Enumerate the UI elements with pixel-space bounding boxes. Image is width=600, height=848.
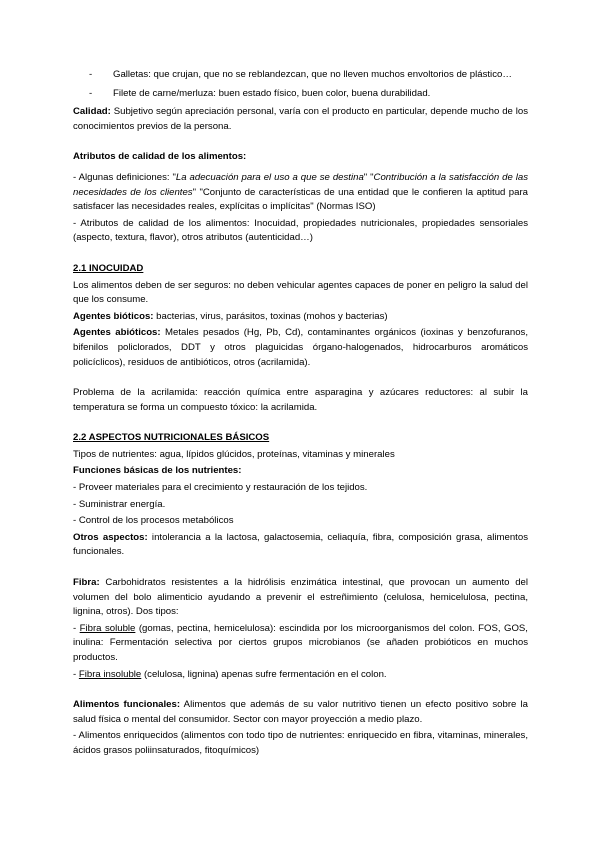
nutricionales-heading: 2.2 ASPECTOS NUTRICIONALES BÁSICOS xyxy=(73,432,270,444)
insoluble-label: Fibra insoluble xyxy=(78,668,142,680)
fibra-soluble xyxy=(73,622,528,666)
inocuidad-heading: 2.1 INOCUIDAD xyxy=(73,262,144,274)
funcionales-label: Alimentos funcionales: xyxy=(73,699,181,711)
funciones-heading: Funciones básicas de los nutrientes: xyxy=(73,465,242,477)
bullet-dash: - xyxy=(89,87,93,99)
enriquecidos-paragraph: - Alimentos enriquecidos (alimentos con todo tipo de nutrientes: enriquecido en fibra, vitaminas, minerales, ácidos grasos poliinsaturados, fitoquímicos) xyxy=(73,730,528,756)
inocuidad-intro: Los alimentos deben de ser seguros: no deben vehicular agentes capaces de poner en peligro la salud del que los consume. xyxy=(73,279,528,306)
def-italic-1: La adecuación para el uso a que se destina xyxy=(175,171,364,183)
acrilamida-paragraph: Problema de la acrilamida: reacción química entre asparagina y azúcares reductores: al subir la temperatura se forma un compuesto tóxico: la acrilamida. xyxy=(73,387,528,413)
bioticos-label: Agentes bióticos: xyxy=(73,310,154,322)
funcion-item: - Proveer materiales para el crecimiento y restauración de los tejidos. xyxy=(73,482,368,494)
bullet-filete xyxy=(89,87,528,102)
funcionales-text: Alimentos que además de su valor nutritivo tienen un efecto positivo sobre la salud física o mental del consumidor. Sector con mayor proyección a medio plazo. xyxy=(73,699,528,725)
def-end: " "Conjunto de características de una entidad que le confieren la aptitud para satisfacer las necesidades reales, explícitas o implícitas" (Normas ISO) xyxy=(73,186,528,213)
soluble-text: (gomas, pectina, hemicelulosa): escindida por los microorganismos del colon. FOS, GOS, inulina: Fermentación selectiva por ciertos grupos microbianos (se añaden probióticos en muchos productos. xyxy=(73,622,528,663)
bullet-dash: - xyxy=(89,69,93,80)
otros-label: Otros aspectos: xyxy=(73,531,148,543)
insoluble-text: (celulosa, lignina) apenas sufre fermentación en el colon. xyxy=(141,668,387,680)
bullet-text: Filete de carne/merluza: buen estado físico, buen color, buena durabilidad. xyxy=(113,87,431,99)
abioticos-text: Metales pesados (Hg, Pb, Cd), contaminantes orgánicos (ioxinas y benzofuranos, bifenilos policlorados, DDT y otros plaguicidas órgano-halogenados, hidrocarburos aromáticos policíclicos), residuos de antibióticos, otros (acrilamida). xyxy=(73,327,528,368)
funcion-item: - Suministrar energía. xyxy=(73,498,166,510)
abioticos-label: Agentes abióticos: xyxy=(73,327,161,339)
fibra-paragraph xyxy=(73,576,528,620)
calidad-text: Subjetivo según apreciación personal, varía con el producto en particular, depende mucho de los conocimientos previos de la persona. xyxy=(73,106,528,132)
bioticos-text: bacterias, virus, parásitos, toxinas (mohos y bacterias) xyxy=(153,310,388,322)
soluble-label: Fibra soluble xyxy=(79,622,136,634)
agentes-abioticos xyxy=(73,326,528,370)
otros-aspectos xyxy=(73,531,528,560)
def-italic-2: Contribución a la satisfacción de las necesidades de los clientes xyxy=(73,171,528,198)
atributos-lista: - Atributos de calidad de los alimentos: Inocuidad, propiedades nutricionales, propiedades sensoriales (aspecto, textura, flavor), otros atributos (autenticidad…) xyxy=(73,217,528,244)
soluble-dash: - xyxy=(73,622,80,634)
document-page xyxy=(73,68,528,761)
insoluble-dash: - xyxy=(73,668,79,680)
fibra-text: Carbohidratos resistentes a la hidrólisis enzimática intestinal, que provocan un aumento del volumen del bolo alimenticio ayudando a prevenir el estreñimiento (celulosa, hemicelulosa, pectina, lignina, otros). Dos tipos: xyxy=(73,577,528,618)
fibra-insoluble xyxy=(73,668,528,683)
calidad-label: Calidad: xyxy=(73,106,111,118)
tipos-nutrientes: Tipos de nutrientes: agua, lípidos glúcidos, proteínas, vitaminas y minerales xyxy=(73,448,395,460)
atributos-definiciones xyxy=(73,171,528,215)
agentes-bioticos xyxy=(73,310,528,325)
def-mid: " " xyxy=(363,171,374,183)
otros-text: intolerancia a la lactosa, galactosemia, celiaquía, fibra, composición grasa, alimentos funcionales. xyxy=(73,531,528,558)
funcionales-paragraph xyxy=(73,698,528,727)
bullet-text: Galletas: que crujan, que no se reblandezcan, que no lleven muchos envoltorios de plástico… xyxy=(113,69,512,80)
fibra-label: Fibra: xyxy=(73,577,100,589)
bullet-galletas xyxy=(89,68,528,83)
atributos-heading: Atributos de calidad de los alimentos: xyxy=(73,151,247,163)
funcion-item: - Control de los procesos metabólicos xyxy=(73,515,234,527)
calidad-paragraph xyxy=(73,105,528,134)
def-start: - Algunas definiciones: " xyxy=(73,171,176,183)
